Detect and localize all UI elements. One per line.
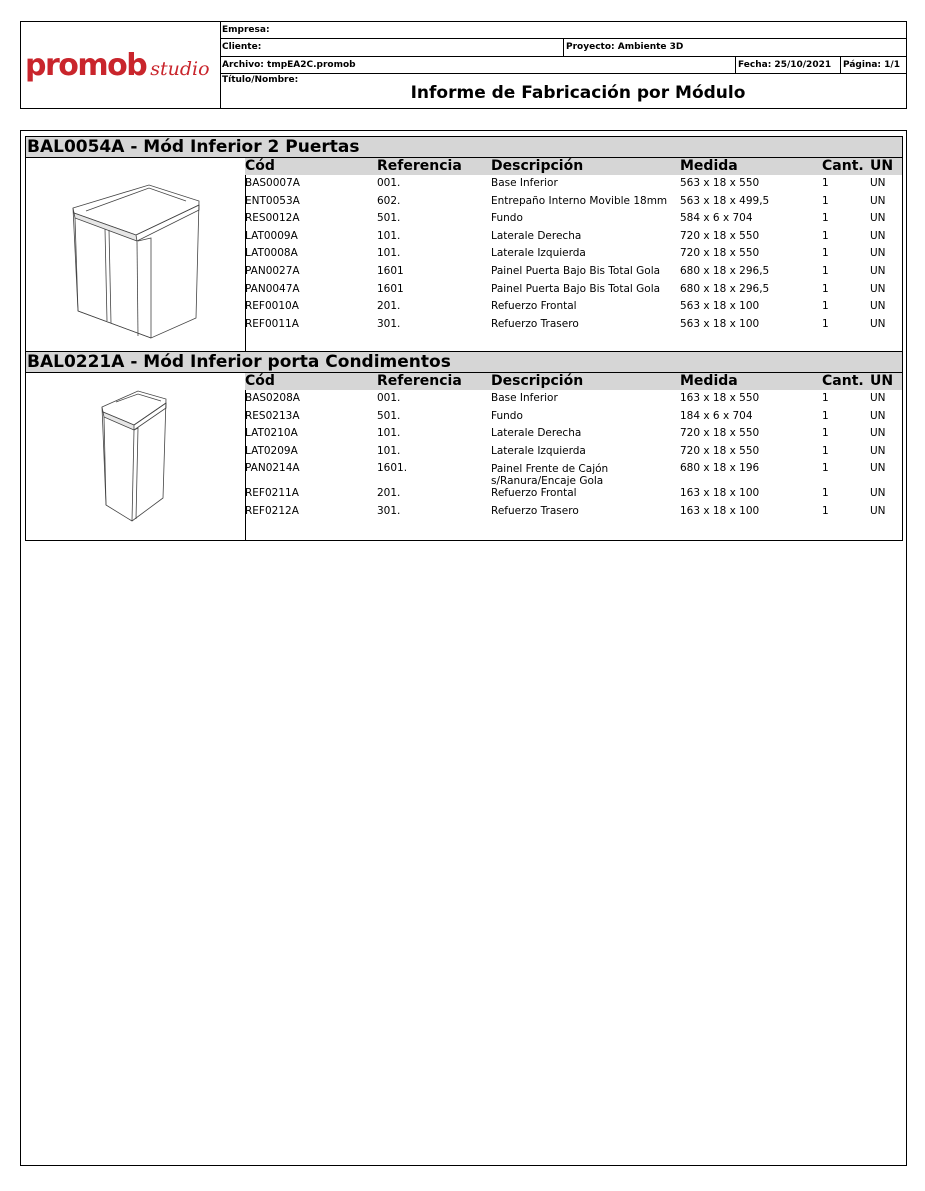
cell-cod: LAT0009A [245, 229, 298, 242]
cell-ref: 501. [377, 409, 401, 422]
cell-cod: REF0211A [245, 487, 299, 500]
cell-cod: BAS0208A [245, 392, 300, 404]
cell-med: 680 x 18 x 196 [680, 462, 760, 475]
cell-un: UN [870, 229, 886, 242]
cell-un: UN [870, 427, 886, 440]
table-row [245, 425, 902, 443]
parts-table [245, 158, 902, 333]
cell-cant: 1 [822, 444, 829, 457]
cell-un: UN [870, 264, 886, 277]
fecha-label: Fecha: 25/10/2021 [736, 57, 841, 73]
cell-ref: 101. [377, 229, 401, 242]
cell-cant: 1 [822, 392, 829, 404]
cell-ref: 101. [377, 444, 401, 457]
col-med: Medida [680, 158, 738, 174]
cell-med: 720 x 18 x 550 [680, 444, 760, 457]
title-cell [220, 73, 906, 108]
cell-med: 563 x 18 x 100 [680, 300, 760, 313]
col-desc: Descripción [491, 158, 584, 174]
cell-un: UN [870, 487, 886, 500]
cell-cod: LAT0008A [245, 247, 298, 260]
module-title: BAL0221A - Mód Inferior porta Condimentos [26, 352, 902, 373]
col-cod: Cód [245, 373, 275, 389]
cell-un: UN [870, 194, 886, 207]
cell-med: 720 x 18 x 550 [680, 427, 760, 440]
cell-cant: 1 [822, 317, 829, 330]
cell-un: UN [870, 300, 886, 313]
cell-cod: RES0213A [245, 409, 300, 422]
cabinet-2-doors-drawing [26, 158, 245, 351]
col-un: UN [870, 373, 894, 389]
pagina-label: Página: 1/1 [843, 60, 900, 70]
cell-desc: Refuerzo Frontal [491, 487, 577, 500]
table-row [245, 245, 902, 263]
cell-cod: ENT0053A [245, 194, 300, 207]
cell-desc: Refuerzo Trasero [491, 504, 579, 517]
table-row [245, 408, 902, 426]
cell-ref: 602. [377, 194, 401, 207]
table-header [245, 373, 902, 390]
cell-med: 680 x 18 x 296,5 [680, 264, 770, 277]
cell-cod: REF0011A [245, 317, 299, 330]
cell-ref: 101. [377, 247, 401, 260]
col-cant: Cant. [822, 373, 864, 389]
cell-un: UN [870, 504, 886, 517]
cell-cod: REF0212A [245, 504, 299, 517]
cell-cod: PAN0214A [245, 462, 300, 475]
cell-desc: Laterale Derecha [491, 229, 582, 242]
cell-cod: BAS0007A [245, 177, 300, 189]
cell-med: 720 x 18 x 550 [680, 229, 760, 242]
cabinet-condiment-image [26, 373, 246, 540]
logo-cell [21, 22, 221, 108]
cell-ref: 201. [377, 300, 401, 313]
table-row [245, 443, 902, 461]
module-title: BAL0054A - Mód Inferior 2 Puertas [26, 137, 902, 158]
archivo-row [220, 57, 906, 74]
cell-un: UN [870, 392, 886, 404]
table-row [245, 193, 902, 211]
cell-desc: Laterale Izquierda [491, 247, 586, 260]
table-row [245, 460, 902, 488]
cell-med: 563 x 18 x 550 [680, 177, 760, 189]
col-un: UN [870, 158, 894, 174]
cabinet-2-doors-image [26, 158, 246, 351]
cell-cant: 1 [822, 282, 829, 295]
cell-un: UN [870, 409, 886, 422]
cell-desc: Fundo [491, 409, 523, 422]
page-title: Informe de Fabricación por Módulo [410, 83, 746, 103]
empresa-label: Empresa: [222, 25, 270, 35]
table-row [245, 485, 902, 503]
cell-cant: 1 [822, 409, 829, 422]
col-med: Medida [680, 373, 738, 389]
table-row [245, 503, 902, 521]
cell-cant: 1 [822, 504, 829, 517]
cell-med: 563 x 18 x 100 [680, 317, 760, 330]
cell-un: UN [870, 462, 886, 475]
cell-cant: 1 [822, 229, 829, 242]
cell-ref: 001. [377, 392, 401, 404]
cell-cod: RES0012A [245, 212, 300, 225]
cell-cant: 1 [822, 177, 829, 189]
cell-med: 680 x 18 x 296,5 [680, 282, 770, 295]
cell-cant: 1 [822, 212, 829, 225]
proyecto-label: Proyecto: Ambiente 3D [566, 42, 684, 52]
cell-desc: Entrepaño Interno Movible 18mm [491, 194, 668, 207]
cell-desc: Fundo [491, 212, 523, 225]
cell-un: UN [870, 282, 886, 295]
cell-ref: 001. [377, 177, 401, 189]
cell-med: 163 x 18 x 100 [680, 504, 760, 517]
cell-cod: PAN0047A [245, 282, 300, 295]
cell-ref: 501. [377, 212, 401, 225]
cell-desc: Laterale Izquierda [491, 444, 586, 457]
table-row [245, 228, 902, 246]
titulo-label: Título/Nombre: [222, 75, 299, 85]
cell-cant: 1 [822, 247, 829, 260]
table-header [245, 158, 902, 175]
table-row [245, 263, 902, 281]
cell-un: UN [870, 212, 886, 225]
module-bal0221a [25, 352, 903, 541]
empresa-row [220, 22, 906, 39]
cell-cant: 1 [822, 487, 829, 500]
cell-desc: Painel Frente de Cajón s/Ranura/Encaje Gola [491, 463, 609, 488]
cell-cod: REF0010A [245, 300, 299, 313]
cliente-row [220, 39, 906, 57]
cell-desc: Laterale Derecha [491, 427, 582, 440]
cell-desc: Base Inferior [491, 392, 558, 404]
cell-desc: Painel Puerta Bajo Bis Total Gola [491, 282, 661, 295]
logo-sub: studio [150, 58, 210, 80]
cell-desc: Refuerzo Frontal [491, 300, 577, 313]
table-row [245, 390, 902, 408]
cell-desc: Painel Puerta Bajo Bis Total Gola [491, 264, 661, 277]
cell-desc: Base Inferior [491, 177, 558, 189]
cell-un: UN [870, 247, 886, 260]
cell-un: UN [870, 444, 886, 457]
module-bal0054a [25, 136, 903, 352]
table-row [245, 175, 902, 193]
col-desc: Descripción [491, 373, 584, 389]
promob-logo [25, 48, 210, 83]
cell-ref: 1601. [377, 462, 408, 475]
table-row [245, 281, 902, 299]
report-header [20, 21, 907, 109]
parts-table [245, 373, 902, 521]
cell-med: 584 x 6 x 704 [680, 212, 753, 225]
report-body [20, 130, 907, 1166]
archivo-label: Archivo: tmpEA2C.promob [220, 57, 736, 73]
cell-med: 163 x 18 x 550 [680, 392, 760, 404]
table-row [245, 210, 902, 228]
cell-ref: 201. [377, 487, 401, 500]
col-ref: Referencia [377, 158, 462, 174]
cell-cant: 1 [822, 194, 829, 207]
logo-brand: promob [25, 48, 147, 83]
cell-ref: 1601 [377, 264, 404, 277]
cell-cod: LAT0210A [245, 427, 298, 440]
cell-med: 563 x 18 x 499,5 [680, 194, 770, 207]
cell-un: UN [870, 177, 886, 189]
cell-med: 184 x 6 x 704 [680, 409, 753, 422]
cell-un: UN [870, 317, 886, 330]
cell-med: 720 x 18 x 550 [680, 247, 760, 260]
table-row [245, 316, 902, 334]
cell-cod: LAT0209A [245, 444, 298, 457]
cell-ref: 1601 [377, 282, 404, 295]
cell-cant: 1 [822, 462, 829, 475]
col-ref: Referencia [377, 373, 462, 389]
cell-ref: 101. [377, 427, 401, 440]
table-row [245, 298, 902, 316]
cabinet-condiment-drawing [26, 373, 245, 540]
cell-ref: 301. [377, 317, 401, 330]
cell-cod: PAN0027A [245, 264, 300, 277]
col-cant: Cant. [822, 158, 864, 174]
cell-med: 163 x 18 x 100 [680, 487, 760, 500]
cell-cant: 1 [822, 300, 829, 313]
cell-desc: Refuerzo Trasero [491, 317, 579, 330]
col-cod: Cód [245, 158, 275, 174]
cell-ref: 301. [377, 504, 401, 517]
cell-cant: 1 [822, 427, 829, 440]
cliente-label: Cliente: [220, 39, 564, 56]
cell-cant: 1 [822, 264, 829, 277]
